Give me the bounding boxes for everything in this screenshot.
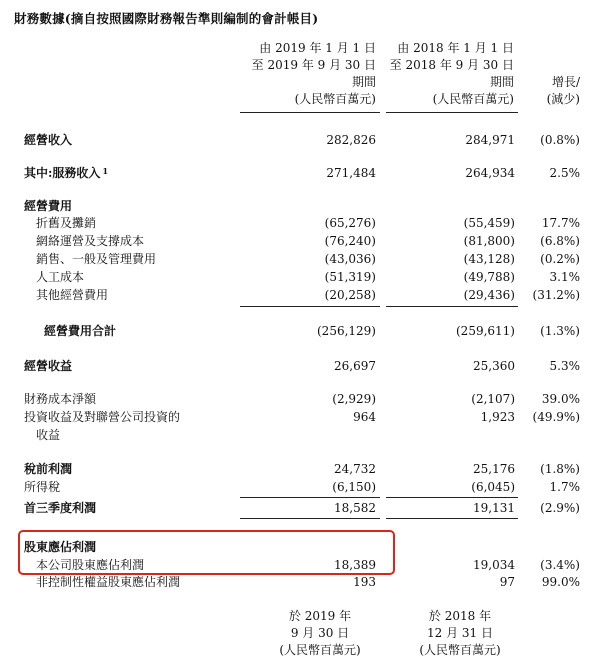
double-rule-2018	[386, 518, 518, 519]
table-row-depreciation: 折舊及攤銷 (65,276) (55,459) 17.7%	[36, 216, 580, 230]
subtotal-rule-2018	[386, 306, 518, 307]
column-header-2018: 由 2018 年 1 月 1 日 至 2018 年 9 月 30 日 期間 (人民幣百萬元)	[389, 41, 514, 106]
column-header-change: 增長/ (減少)	[546, 75, 580, 106]
column-header-2019: 由 2019 年 1 月 1 日 至 2019 年 9 月 30 日 期間 (人民幣百萬元)	[251, 41, 376, 106]
table-row-sga: 銷售、一般及管理費用 (43,036) (43,128) (0.2%)	[36, 252, 580, 266]
section-heading-attributable: 股東應佔利潤	[24, 540, 97, 554]
footnote-marker: 1	[102, 166, 109, 176]
table-row-investment-income: 投資收益及對聯營公司投資的 964 1,923 (49.9%)	[24, 410, 580, 424]
table-row-op-income: 經營收益 26,697 25,360 5.3%	[24, 359, 580, 373]
table-row-income-tax: 所得稅 (6,150) (6,045) 1.7%	[24, 480, 580, 494]
table-row-other-op: 其他經營費用 (20,258) (29,436) (31.2%)	[36, 288, 580, 302]
subtotal-rule-2019	[240, 306, 380, 307]
balance-header-2018: 於 2018 年 12 月 31 日 (人民幣百萬元)	[419, 609, 501, 657]
table-row-q3-profit: 首三季度利潤 18,582 19,131 (2.9%)	[24, 501, 580, 515]
table-row-total-op-expenses: 經營費用合計 (256,129) (259,611) (1.3%)	[44, 324, 580, 338]
table-row-service-revenue: 其中:服務收入 $^1$ 271,484 264,934 2.5%	[24, 166, 580, 180]
table-row-net-finance: 財務成本淨額 (2,929) (2,107) 39.0%	[24, 392, 580, 406]
section-heading-op-expenses: 經營費用	[24, 199, 73, 213]
document-title: 財務數據(摘自按照國際財務報告準則編制的會計帳目)	[14, 11, 319, 26]
table-row-network: 網絡運營及支撐成本 (76,240) (81,800) (6.8%)	[36, 234, 580, 248]
table-row-investment-income-cont: 收益	[36, 428, 61, 442]
table-row-personnel: 人工成本 (51,319) (49,788) 3.1%	[36, 270, 580, 284]
header-underline-2019	[240, 112, 380, 113]
table-row-op-revenue: 經營收入 282,826 284,971 (0.8%)	[24, 133, 580, 147]
balance-header-2019: 於 2019 年 9 月 30 日 (人民幣百萬元)	[279, 609, 361, 657]
highlight-box	[18, 530, 395, 575]
table-row-pretax-profit: 稅前利潤 24,732 25,176 (1.8%)	[24, 462, 580, 476]
header-underline-2018	[386, 112, 518, 113]
table-row-company-shareholders: 本公司股東應佔利潤 18,389 19,034 (3.4%)	[36, 558, 580, 572]
table-row-non-controlling: 非控制性權益股東應佔利潤 193 97 99.0%	[36, 575, 580, 589]
service-revenue-label: 其中:服務收入 $^1$	[24, 166, 109, 180]
double-rule-2019	[240, 518, 380, 519]
